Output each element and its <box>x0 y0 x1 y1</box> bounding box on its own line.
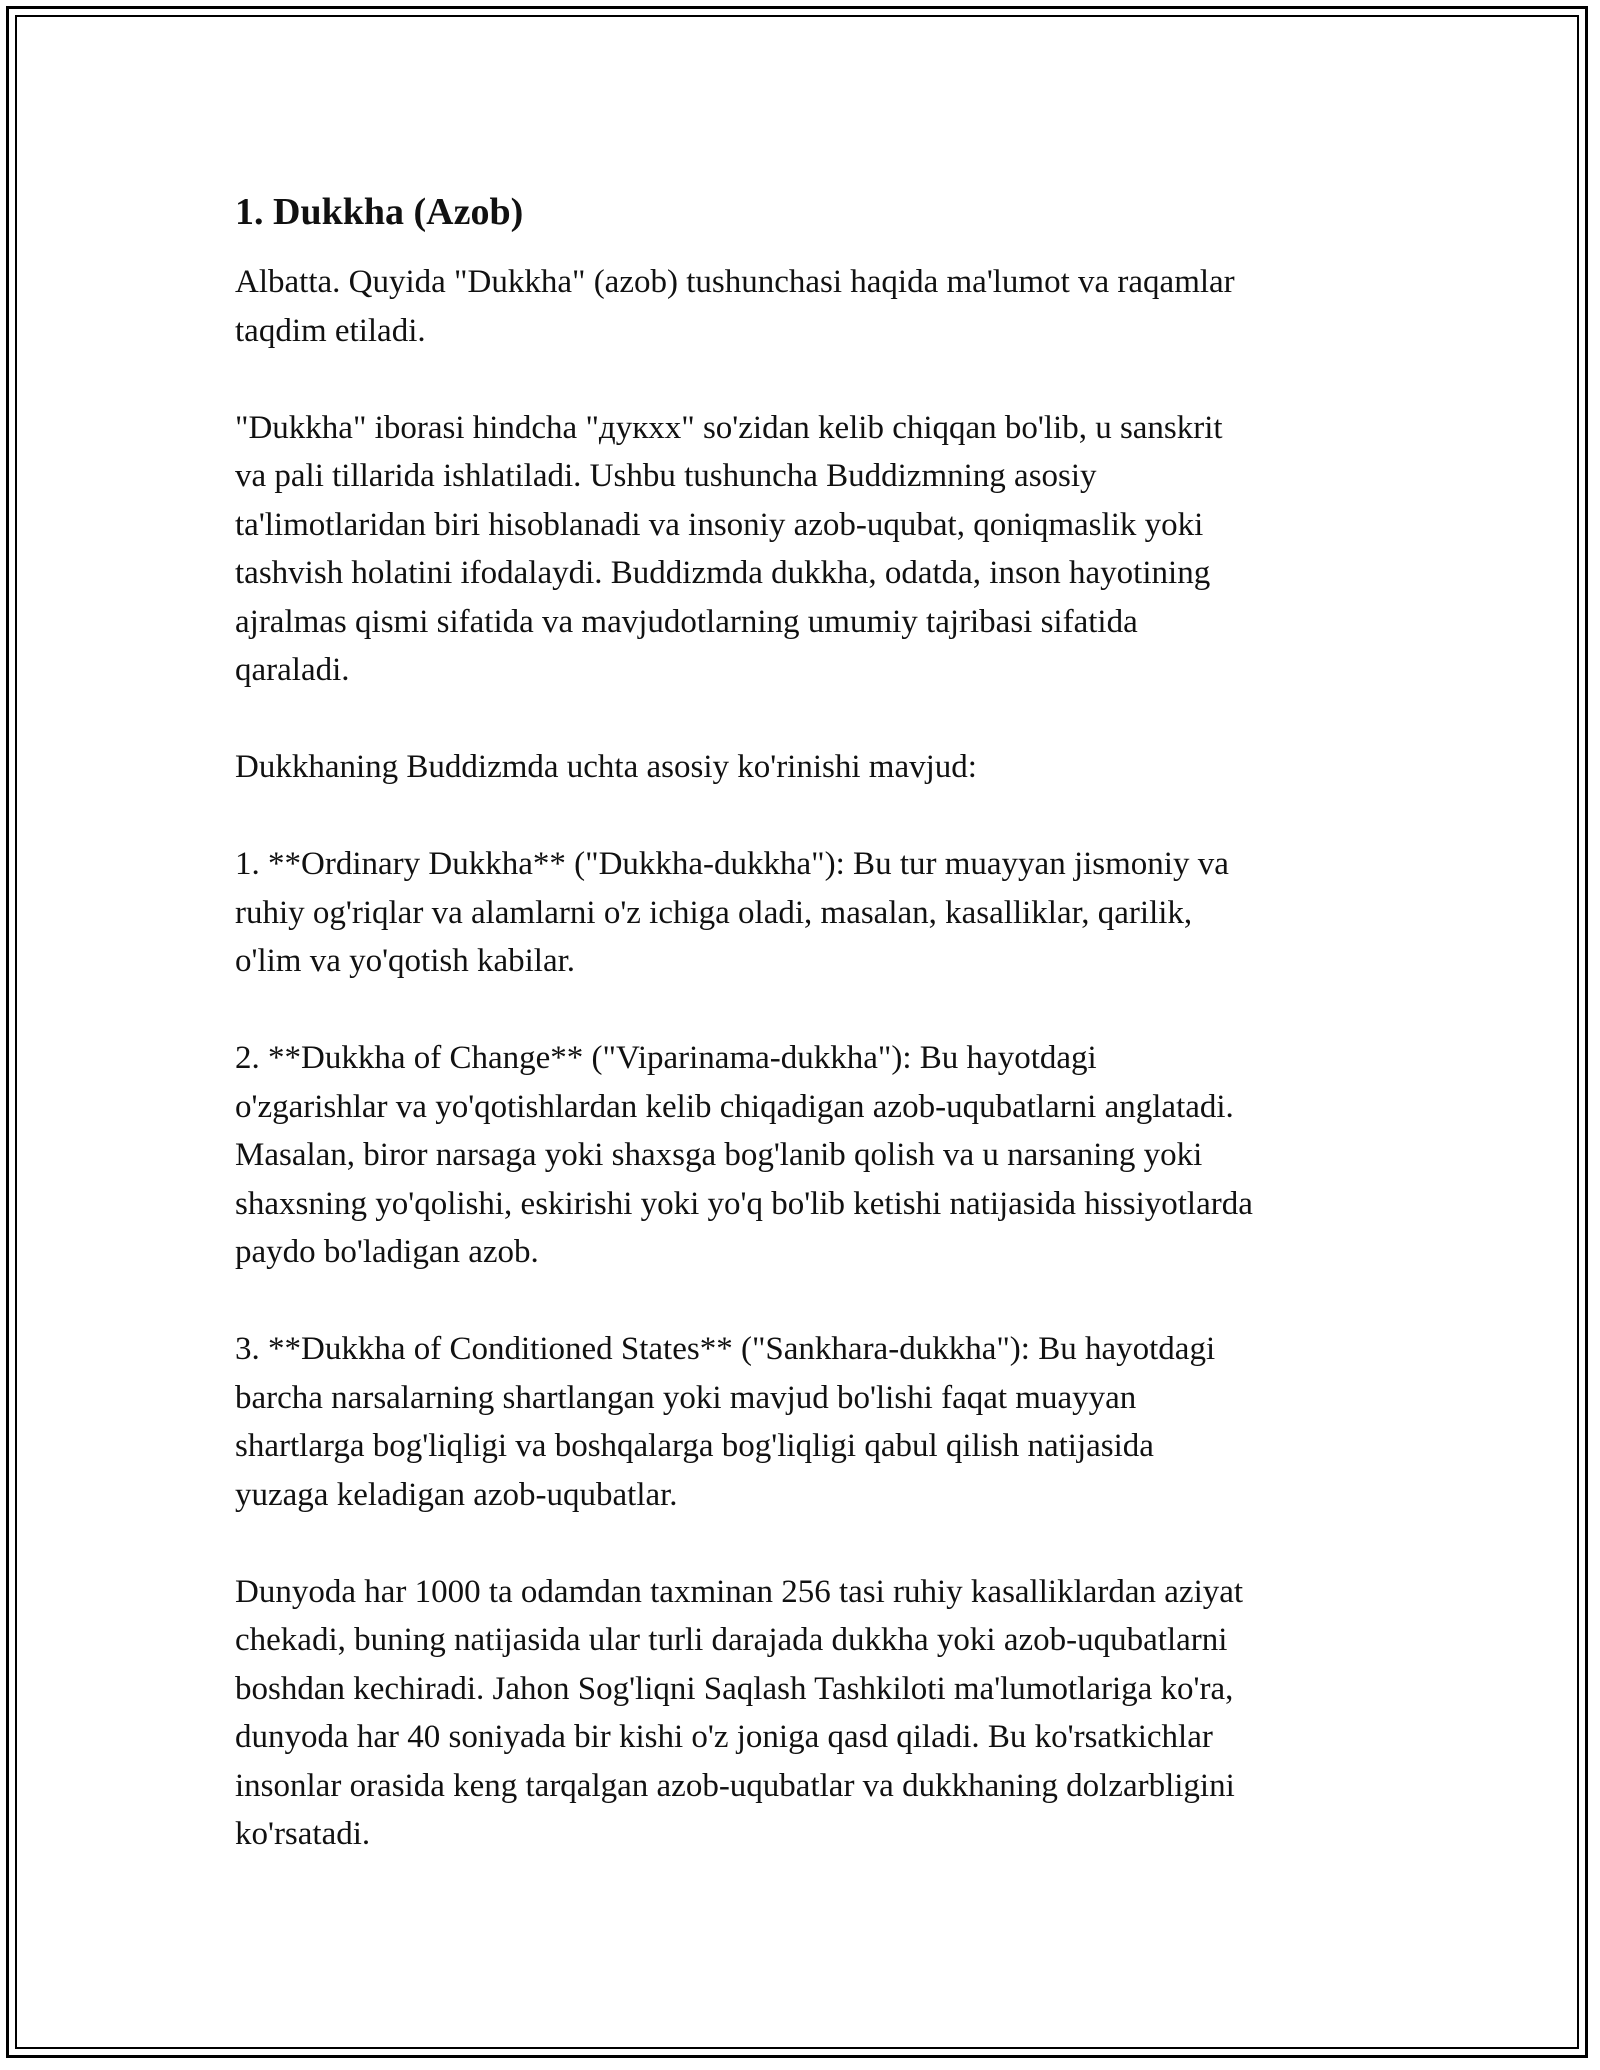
document-body <box>235 186 1385 1859</box>
types-intro-paragraph: Dukkhaning Buddizmda uchta asosiy ko'rinishi mavjud: <box>235 749 977 785</box>
list-item-dukkha-of-change: 2. **Dukkha of Change** ("Viparinama-dukkha"): Bu hayotdagi o'zgarishlar va yo'qotishlardan kelib chiqadigan azob-uqubatlarni anglatadi. Masalan, biror narsaga yoki shaxsga bog'lanib qolish va u narsaning yoki shaxsning yo'qolishi, eskirishi yoki yo'q bo'lib ketishi natijasida hissiyotlarda paydo bo'ladigan azob. <box>235 1040 1253 1270</box>
list-item-ordinary-dukkha: 1. **Ordinary Dukkha** ("Dukkha-dukkha"): Bu tur muayyan jismoniy va ruhiy og'riqlar va alamlarni o'z ichiga oladi, masalan, kasalliklar, qarilik, o'lim va yo'qotish kabilar. <box>235 846 1229 979</box>
etymology-paragraph: "Dukkha" iborasi hindcha "дукхх" so'zidan kelib chiqqan bo'lib, u sanskrit va pali tillarida ishlatiladi. Ushbu tushuncha Buddizmning asosiy ta'limotlaridan biri hisoblanadi va insoniy azob-uqubat, qoniqmaslik yoki tashvish holatini ifodalaydi. Buddizmda dukkha, odatda, inson hayotining ajralmas qismi sifatida va mavjudotlarning umumiy tajribasi sifatida qaraladi. <box>235 409 1223 688</box>
intro-paragraph: Albatta. Quyida "Dukkha" (azob) tushunchasi haqida ma'lumot va raqamlar taqdim etiladi. <box>235 264 1235 349</box>
section-heading: 1. Dukkha (Azob) <box>235 191 524 233</box>
list-item-conditioned-states: 3. **Dukkha of Conditioned States** ("Sankhara-dukkha"): Bu hayotdagi barcha narsalarning shartlangan yoki mavjud bo'lishi faqat muayyan shartlarga bog'liqligi va boshqalarga bog'liqligi qabul qilish natijasida yuzaga keladigan azob-uqubatlar. <box>235 1331 1216 1513</box>
statistics-paragraph: Dunyoda har 1000 ta odamdan taxminan 256 tasi ruhiy kasalliklardan aziyat chekadi, buning natijasida ular turli darajada dukkha yoki azob-uqubatlarni boshdan kechiradi. Jahon Sog'liqni Saqlash Tashkiloti ma'lumotlariga ko'ra, dunyoda har 40 soniyada bir kishi o'z joniga qasd qiladi. Bu ko'rsatkichlar insonlar orasida keng tarqalgan azob-uqubatlar va dukkhaning dolzarbligini ko'rsatadi. <box>235 1573 1244 1852</box>
